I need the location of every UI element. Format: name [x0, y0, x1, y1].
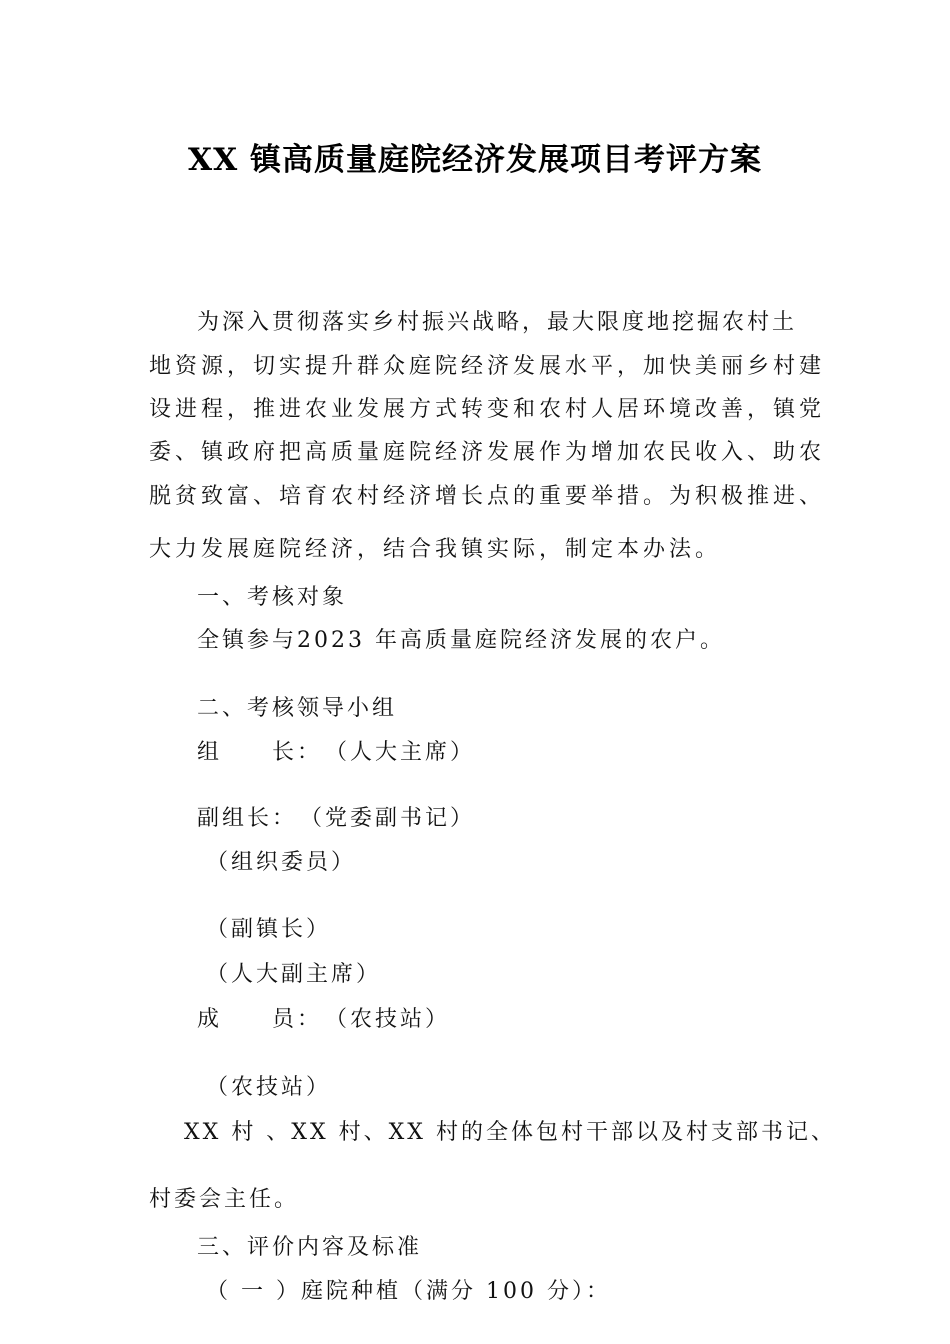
deputy-leader-line: 副组长： （党委副书记） — [197, 806, 476, 831]
section3-sub1: （ 一 ）庭院种植（满分 100 分）： — [206, 1279, 611, 1304]
intro-line-3: 设进程，推进农业发展方式转变和农村人居环境改善，镇党 — [149, 397, 826, 422]
section1-body: 全镇参与2023 年高质量庭院经济发展的农户。 — [197, 628, 725, 653]
deputy-extra-1: （组织委员） — [206, 850, 357, 875]
deputy-extra-2: （副镇长） — [206, 917, 332, 942]
intro-line-4: 委、镇政府把高质量庭院经济发展作为增加农民收入、助农 — [149, 440, 826, 465]
section1-heading: 一、考核对象 — [197, 585, 348, 610]
intro-line-1: 为深入贯彻落实乡村振兴战略，最大限度地挖掘农村土 — [197, 310, 798, 335]
intro-line-6: 大力发展庭院经济，结合我镇实际，制定本办法。 — [149, 537, 722, 562]
deputy-extra-3: （人大副主席） — [206, 962, 382, 987]
members-note-line-2: 村委会主任。 — [149, 1187, 300, 1212]
members-line: 成 员： （农技站） — [197, 1007, 451, 1032]
section3-heading: 三、评价内容及标准 — [197, 1235, 423, 1260]
document-title: XX 镇高质量庭院经济发展项目考评方案 — [188, 142, 762, 178]
intro-line-2: 地资源，切实提升群众庭院经济发展水平，加快美丽乡村建 — [149, 354, 826, 379]
intro-line-5: 脱贫致富、培育农村经济增长点的重要举措。为积极推进、 — [149, 484, 826, 509]
members-extra: （农技站） — [206, 1075, 332, 1100]
members-note-line-1: XX 村 、XX 村、XX 村的全体包村干部以及村支部书记、 — [184, 1120, 836, 1145]
group-leader-line: 组 长： （人大主席） — [197, 740, 476, 765]
section2-heading: 二、考核领导小组 — [197, 696, 398, 721]
